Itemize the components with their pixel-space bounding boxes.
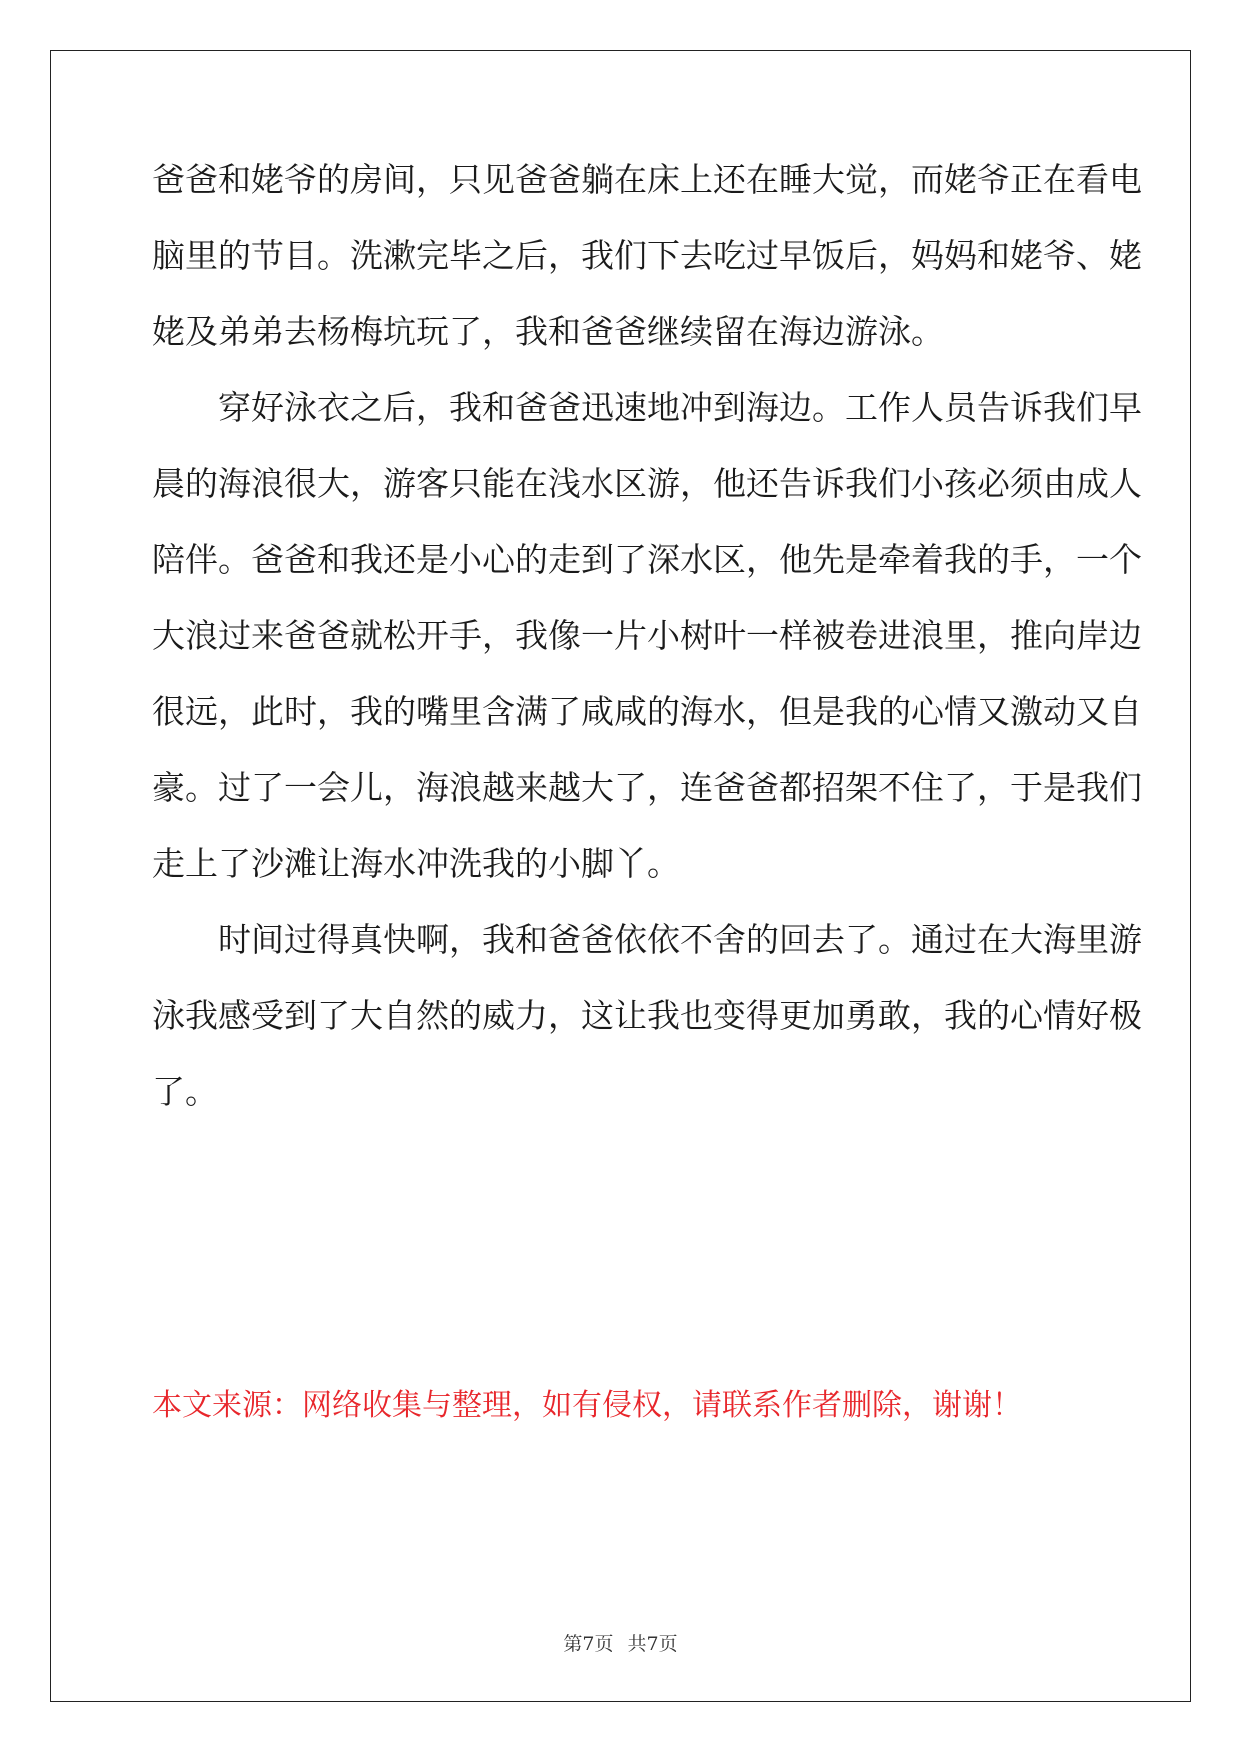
paragraph-line: 很远，此时，我的嘴里含满了咸咸的海水，但是我的心情又激动又自 [152,692,1142,731]
current-page-label: 第7页 [563,1633,614,1655]
total-pages-label: 共7页 [627,1633,678,1655]
paragraph-line: 时间过得真快啊，我和爸爸依依不舍的回去了。通过在大海里游 [152,920,1142,959]
paragraph-line: 爸爸和姥爷的房间，只见爸爸躺在床上还在睡大觉，而姥爷正在看电 [152,160,1142,199]
source-note: 本文来源：网络收集与整理，如有侵权，请联系作者删除，谢谢！ [152,1388,1022,1423]
paragraph-line: 穿好泳衣之后，我和爸爸迅速地冲到海边。工作人员告诉我们早 [152,388,1142,427]
paragraph-line: 走上了沙滩让海水冲洗我的小脚丫。 [152,844,680,883]
paragraph-line: 泳我感受到了大自然的威力，这让我也变得更加勇敢，我的心情好极 [152,996,1142,1035]
paragraph-line: 了。 [152,1072,218,1111]
paragraph-line: 陪伴。爸爸和我还是小心的走到了深水区，他先是牵着我的手，一个 [152,540,1142,579]
paragraph-line: 姥及弟弟去杨梅坑玩了，我和爸爸继续留在海边游泳。 [152,312,944,351]
paragraph-line: 豪。过了一会儿，海浪越来越大了，连爸爸都招架不住了，于是我们 [152,768,1142,807]
paragraph-line: 晨的海浪很大，游客只能在浅水区游，他还告诉我们小孩必须由成人 [152,464,1142,503]
paragraph-line: 大浪过来爸爸就松开手，我像一片小树叶一样被卷进浪里，推向岸边 [152,616,1142,655]
page-footer [0,1632,1241,1656]
paragraph-line: 脑里的节目。洗漱完毕之后，我们下去吃过早饭后，妈妈和姥爷、姥 [152,236,1142,275]
